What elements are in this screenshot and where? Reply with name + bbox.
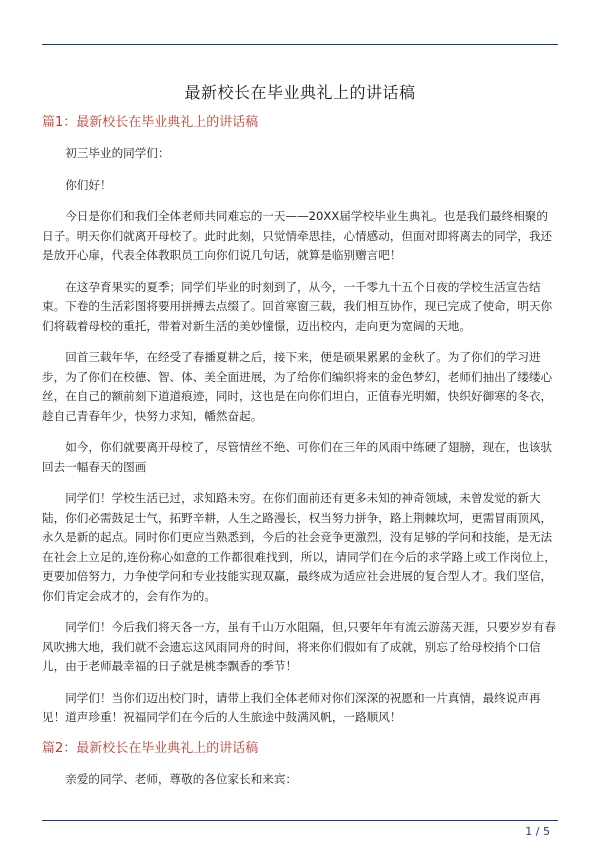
paragraph: 你们好！: [65, 177, 112, 192]
header-rule: [42, 44, 558, 45]
paragraph: 回首三载年华，在经受了春播夏耕之后，接下来，便是硕果累累的金秋了。为了你们的学习进步，为了你们在校德、智、体、美全面进展，为了给你们编织将来的金色梦幻，老师们抽出了缕缕心丝，在自己的额前刻下道道痕迹，同时，这也是在向你们坦白，正值春光明媚，快织好御寒的冬衣，趁自己青春年少，快努力求知，幡然奋起。: [42, 350, 553, 423]
section-heading-2: 篇2：最新校长在毕业典礼上的讲话稿: [42, 740, 259, 756]
paragraph: 初三毕业的同学们：: [65, 146, 170, 160]
section-heading-1: 篇1：最新校长在毕业典礼上的讲话稿: [42, 115, 259, 130]
paragraph: 今日是你们和我们全体老师共同难忘的一天——20XX届学校毕业生典礼。也是我们最终相聚的日子。明天你们就离开母校了。此时此刻，只觉情牵思挂，心情感动，但面对即将离去的同学，我还是放开心扉，代表全体教职员工向你们说几句话，就算是临别赠言吧！: [42, 209, 553, 262]
paragraph: 在这孕育果实的夏季；同学们毕业的时刻到了，从今，一千零九十五个日夜的学校生活宣告结束。下卷的生活彩图将要用拼搏去点缀了。回首寒窗三载，我们相互协作，现已完成了使命，明天你们将载着母校的重托，带着对新生活的美妙憧憬，迈出校内，走向更为宽阔的天地。: [42, 279, 553, 333]
paragraph: 同学们！今后我们将天各一方，虽有千山万水阻隔，但,只要年年有流云游荡天涯，只要岁岁有春风吹拂大地，我们就不会遗忘这风雨同舟的时间，将来你们假如有了成就，别忘了给母校捎个口信儿，由于老师最幸福的日子就是桃李飘香的季节！: [42, 620, 556, 673]
document-title: 最新校长在毕业典礼上的讲话稿: [184, 83, 416, 102]
paragraph: 同学们！学校生活已过，求知路未穷。在你们面前还有更多未知的神奇领域，未曾发觉的新大陆，你们必需鼓足士气，拓野辛耕，人生之路漫长，权当努力拼争，路上荆棘坎坷，更需冒雨顶风，永久是新的起点。同时你们更应当熟悉到，今后的社会竞争更激烈，没有足够的学问和技能，是无法在社会上立足的,连份称心如意的工作都很难找到，所以，请同学们在今后的求学路上或工作岗位上，更要加倍努力，力争使学问和专业技能实现双赢，最终成为适应社会进展的复合型人才。我们坚信，你们肯定会成才的，会有作为的。: [42, 491, 556, 603]
paragraph: 亲爱的同学、老师，尊敬的各位家长和来宾：: [65, 771, 298, 786]
paragraph: 如今，你们就要离开母校了，尽管情丝不绝、可你们在三年的风雨中练硬了翅膀，现在，也该驮回去一幅春天的图画: [42, 440, 553, 474]
footer-rule: [42, 820, 558, 821]
page-number: 1 / 5: [525, 825, 550, 838]
document-body: [42, 114, 558, 801]
paragraph: 同学们！当你们迈出校门时，请带上我们全体老师对你们深深的祝愿和一片真情，最终说声再见！道声珍重！祝福同学们在今后的人生旅途中鼓满风帆，一路顺风！: [42, 690, 541, 724]
